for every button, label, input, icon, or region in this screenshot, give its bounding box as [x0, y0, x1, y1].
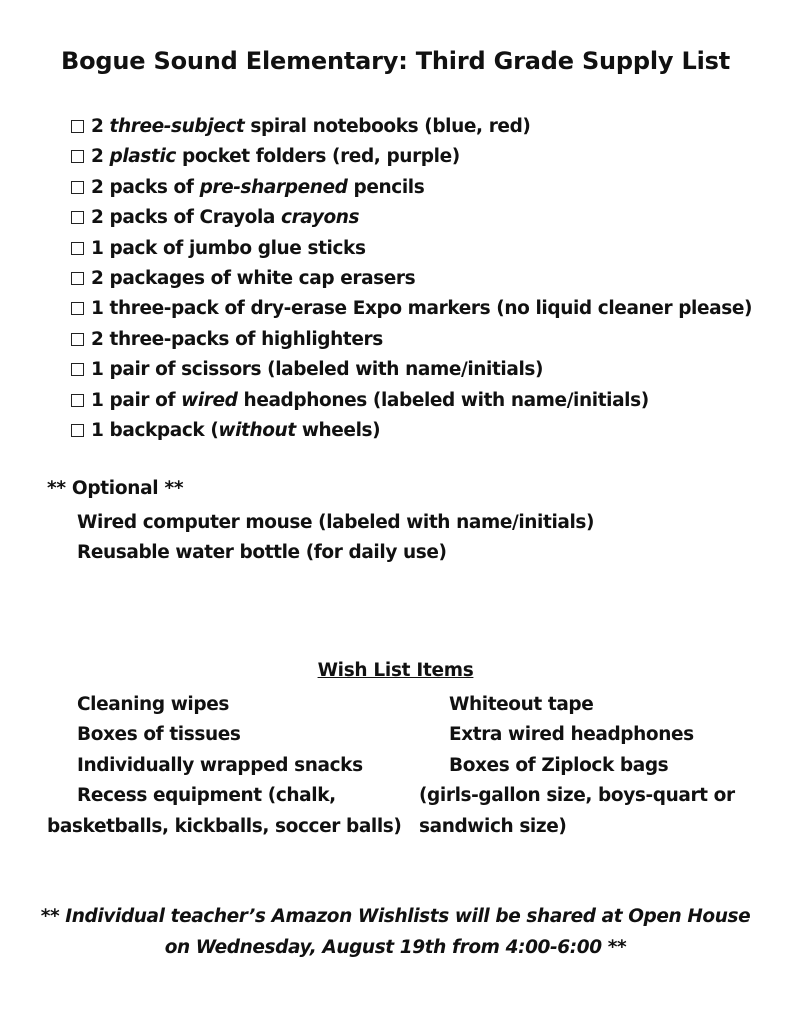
supply-item: [71, 264, 752, 294]
optional-list: [77, 508, 594, 569]
supply-item: [71, 203, 752, 233]
wish-list-item: sandwich size): [419, 815, 567, 837]
checkbox-icon[interactable]: [71, 302, 84, 315]
supply-item-text: [91, 116, 530, 137]
text-run: 2: [91, 146, 110, 168]
footer-note: [0, 902, 791, 963]
text-run: headphones (labeled with name/initials): [237, 389, 649, 411]
supply-item: [71, 112, 752, 142]
supply-item-text: [91, 390, 649, 411]
emphasis-text: three-subject: [109, 116, 245, 137]
text-run: 1 pair of: [91, 389, 182, 411]
wish-list-item: (girls-gallon size, boys-quart or: [419, 785, 735, 807]
supply-item: [71, 386, 752, 416]
emphasis-text: pre-sharpened: [199, 176, 348, 198]
text-run: 2 packs of: [91, 176, 200, 198]
text-run: spiral notebooks (blue, red): [244, 116, 531, 137]
emphasis-text: crayons: [281, 207, 360, 229]
supply-item-text: [91, 177, 424, 198]
wish-list-item: Individually wrapped snacks: [77, 754, 363, 776]
text-run: 2 packs of Crayola: [91, 207, 282, 229]
supply-item-text: [91, 298, 752, 319]
wish-list-item: Whiteout tape: [449, 694, 594, 715]
text-run: 1 pair of scissors (labeled with name/initials): [91, 359, 544, 381]
checkbox-icon[interactable]: [71, 394, 84, 407]
checkbox-icon[interactable]: [71, 120, 84, 133]
wish-list-item: Extra wired headphones: [449, 724, 694, 746]
supply-item: [71, 173, 752, 203]
text-run: wheels): [295, 419, 381, 441]
optional-heading: ** Optional **: [47, 478, 184, 499]
text-run: 2 three-packs of highlighters: [91, 328, 383, 350]
checkbox-icon[interactable]: [71, 272, 84, 285]
supply-item-text: [91, 238, 366, 259]
text-run: 2: [91, 116, 110, 137]
text-run: 1 three-pack of dry-erase Expo markers (no liquid cleaner please): [91, 298, 753, 320]
checkbox-icon[interactable]: [71, 363, 84, 376]
supply-item: [71, 355, 752, 385]
footer-line: ** Individual teacher’s Amazon Wishlists will be shared at Open House: [40, 906, 751, 927]
wish-list-item: basketballs, kickballs, soccer balls): [47, 815, 402, 837]
checkbox-icon[interactable]: [71, 211, 84, 224]
supply-checklist: [71, 112, 752, 446]
footer-line: on Wednesday, August 19th from 4:00-6:00 **: [164, 936, 627, 958]
checkbox-icon[interactable]: [71, 181, 84, 194]
supply-item: [71, 294, 752, 324]
supply-item: [71, 325, 752, 355]
wish-list-item: Boxes of Ziplock bags: [449, 754, 669, 776]
supply-item-text: [91, 146, 460, 167]
text-run: 1 pack of jumbo glue sticks: [91, 237, 366, 259]
optional-item: Reusable water bottle (for daily use): [77, 542, 447, 564]
emphasis-text: plastic: [109, 146, 176, 168]
supply-item-text: [91, 268, 415, 289]
supply-item-text: [91, 207, 359, 228]
text-run: 2 packages of white cap erasers: [91, 267, 416, 289]
emphasis-text: without: [218, 419, 296, 441]
supply-item: [71, 234, 752, 264]
text-run: 1 backpack (: [91, 419, 219, 441]
wish-list-right-column: [419, 690, 789, 842]
supply-item-text: [91, 359, 543, 380]
optional-item: Wired computer mouse (labeled with name/initials): [77, 512, 595, 533]
wish-list-item: Cleaning wipes: [77, 694, 229, 715]
supply-item: [71, 142, 752, 172]
checkbox-icon[interactable]: [71, 424, 84, 437]
checkbox-icon[interactable]: [71, 242, 84, 255]
supply-item-text: [91, 420, 380, 441]
supply-item-text: [91, 329, 383, 350]
wish-list-item: Recess equipment (chalk,: [77, 785, 336, 807]
wish-list-heading: Wish List Items: [317, 660, 474, 681]
emphasis-text: wired: [181, 389, 238, 411]
supply-item: [71, 416, 752, 446]
checkbox-icon[interactable]: [71, 333, 84, 346]
text-run: pencils: [347, 176, 425, 198]
wish-list-item: Boxes of tissues: [77, 724, 241, 746]
page-title: Bogue Sound Elementary: Third Grade Supply List: [61, 47, 730, 75]
wish-list-left-column: [47, 690, 417, 842]
text-run: pocket folders (red, purple): [175, 146, 460, 168]
checkbox-icon[interactable]: [71, 150, 84, 163]
